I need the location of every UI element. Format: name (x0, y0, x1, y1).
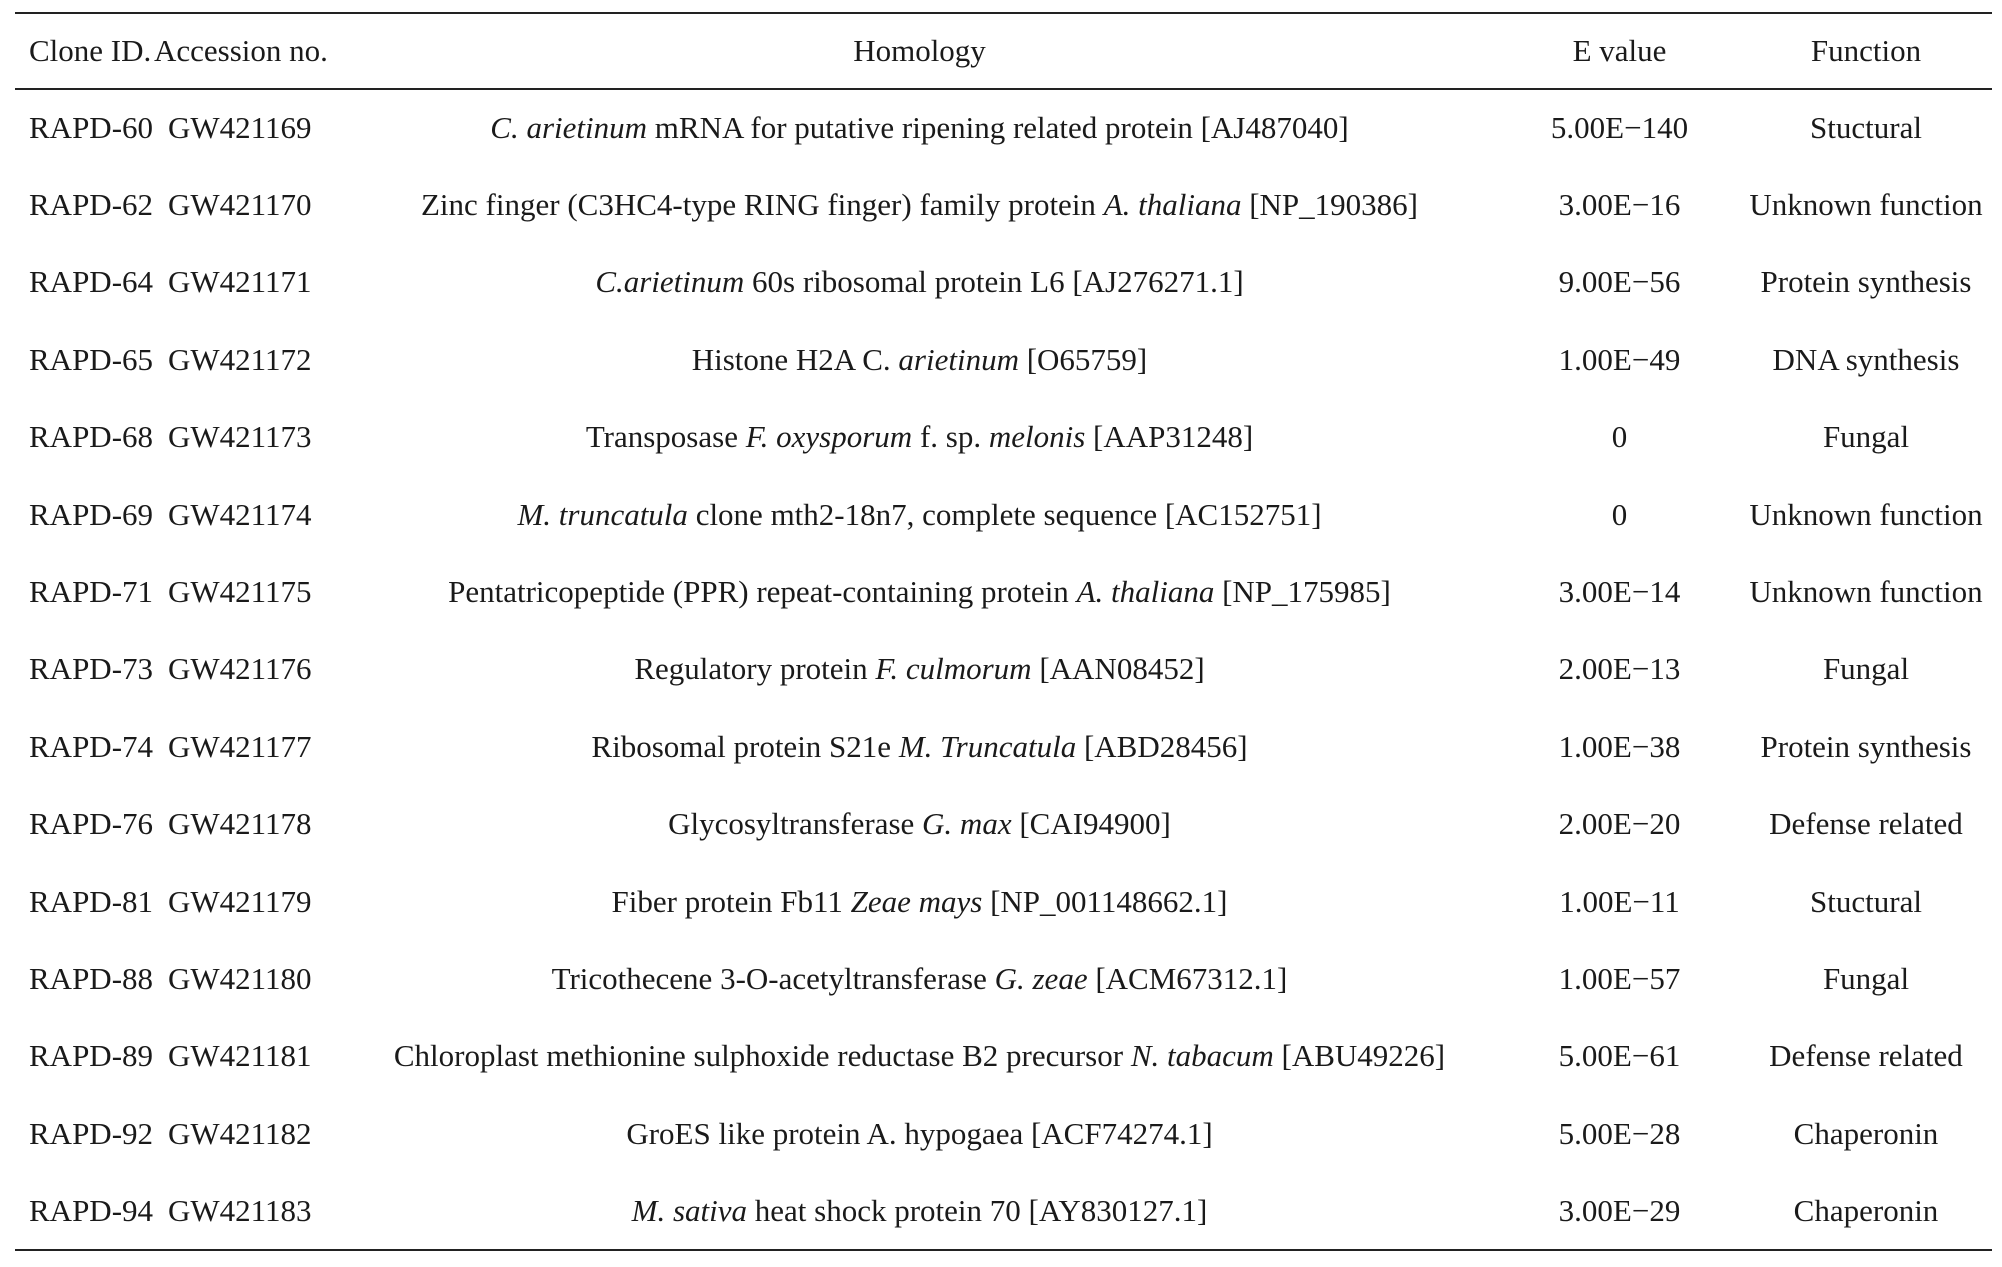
header-row (15, 13, 1992, 89)
header-clone-id: Clone ID. (15, 13, 152, 89)
table-row (15, 1095, 1992, 1172)
homology-text: [AAP31248] (1085, 419, 1254, 455)
homology-species-text: Zeae mays (850, 883, 983, 919)
cell-evalue: 0 (1611, 496, 1628, 532)
table-row (15, 476, 1992, 553)
homology-species-text: F. culmorum (875, 651, 1032, 687)
cell-accession: GW421183 (152, 1172, 340, 1249)
header-evalue: E value (1499, 13, 1740, 89)
cell-function: Stuctural (1810, 110, 1922, 146)
header-function: Function (1740, 13, 1992, 89)
header-accession: Accession no. (152, 13, 340, 89)
homology-text: GroES like protein A. hypogaea [ACF74274.1] (626, 1115, 1213, 1151)
homology-text: Zinc finger (C3HC4-type RING finger) family protein (421, 187, 1104, 223)
homology-species-text: C.arietinum (595, 264, 745, 300)
table-row (15, 940, 1992, 1017)
cell-function: Unknown function (1749, 574, 1983, 610)
cell-function: Chaperonin (1793, 1115, 1939, 1151)
cell-accession: GW421178 (168, 806, 312, 842)
table-row (15, 631, 1992, 708)
cell-function: Unknown function (1749, 496, 1983, 532)
cell-clone-id: RAPD-62 (29, 187, 154, 223)
cell-evalue: 1.00E−11 (1559, 883, 1680, 919)
homology-species-text: C. arietinum (490, 110, 648, 146)
homology-text: mRNA for putative ripening related protein [AJ487040] (647, 110, 1349, 146)
homology-text: [NP_175985] (1214, 574, 1391, 610)
cell-function: Chaperonin (1740, 1172, 1992, 1249)
header-homology: Homology (340, 13, 1499, 89)
cell-homology (340, 244, 1499, 321)
homology-species-text: melonis (988, 419, 1086, 455)
cell-evalue: 3.00E−29 (1499, 1172, 1740, 1249)
cell-function: DNA synthesis (1772, 341, 1960, 377)
cell-homology (340, 553, 1499, 630)
homology-species-text: G. zeae (994, 960, 1088, 996)
cell-homology (340, 1172, 1499, 1249)
cell-accession: GW421180 (168, 960, 312, 996)
cell-homology (340, 321, 1499, 398)
homology-table-container (15, 12, 1992, 1251)
homology-species-text: F. oxysporum (745, 419, 913, 455)
table-row (15, 863, 1992, 940)
homology-text: Chloroplast methionine sulphoxide reductase B2 precursor (393, 1038, 1131, 1074)
homology-species-text: M. sativa (631, 1192, 748, 1228)
cell-homology (340, 708, 1499, 785)
cell-accession: GW421171 (168, 264, 312, 300)
homology-text: [CAI94900] (1011, 806, 1171, 842)
cell-function: Stuctural (1810, 883, 1922, 919)
table-row (15, 166, 1992, 243)
homology-text: f. sp. (912, 419, 989, 455)
cell-clone-id: RAPD-64 (29, 264, 154, 300)
cell-homology (340, 631, 1499, 708)
cell-clone-id: RAPD-88 (29, 960, 154, 996)
cell-evalue: 1.00E−49 (1558, 341, 1681, 377)
cell-evalue: 2.00E−13 (1558, 651, 1681, 687)
cell-homology (340, 863, 1499, 940)
cell-clone-id: RAPD-76 (29, 806, 154, 842)
cell-function: Unknown function (1749, 187, 1983, 223)
table-row (15, 1018, 1992, 1095)
table-row (15, 244, 1992, 321)
table-body (15, 89, 1992, 1250)
cell-accession: GW421174 (168, 496, 312, 532)
cell-homology (340, 166, 1499, 243)
homology-species-text: A. thaliana (1103, 187, 1242, 223)
homology-text: Fiber protein Fb11 (611, 883, 851, 919)
homology-text: Histone H2A C. (691, 341, 899, 377)
cell-evalue: 3.00E−16 (1558, 187, 1681, 223)
cell-accession: GW421179 (168, 883, 312, 919)
homology-species-text: A. thaliana (1076, 574, 1215, 610)
cell-function: Fungal (1822, 419, 1910, 455)
table-row (15, 399, 1992, 476)
cell-accession: GW421170 (168, 187, 312, 223)
homology-text: Glycosyltransferase (668, 806, 923, 842)
homology-species-text: M. truncatula (517, 496, 688, 532)
homology-species-text: N. tabacum (1130, 1038, 1274, 1074)
table-row (15, 786, 1992, 863)
cell-function: Fungal (1822, 651, 1910, 687)
homology-text: Pentatricopeptide (PPR) repeat-containing protein (448, 574, 1077, 610)
cell-clone-id: RAPD-69 (29, 496, 154, 532)
cell-homology (340, 1095, 1499, 1172)
table-row (15, 321, 1992, 398)
homology-text: Ribosomal protein S21e (591, 728, 899, 764)
homology-text: heat shock protein 70 [AY830127.1] (747, 1192, 1208, 1228)
cell-clone-id: RAPD-60 (29, 110, 154, 146)
cell-evalue: 1.00E−38 (1558, 728, 1681, 764)
homology-text: [NP_190386] (1241, 187, 1418, 223)
homology-text: [ABU49226] (1273, 1038, 1446, 1074)
table-row (15, 708, 1992, 785)
cell-homology (340, 786, 1499, 863)
cell-clone-id: RAPD-74 (29, 728, 154, 764)
homology-text: clone mth2-18n7, complete sequence [AC152751] (687, 496, 1322, 532)
cell-clone-id: RAPD-71 (29, 574, 154, 610)
cell-accession: GW421181 (168, 1038, 312, 1074)
homology-text: [AAN08452] (1031, 651, 1205, 687)
homology-text: [ABD28456] (1076, 728, 1248, 764)
cell-evalue: 9.00E−56 (1558, 264, 1681, 300)
cell-clone-id: RAPD-65 (29, 341, 154, 377)
cell-evalue: 3.00E−14 (1558, 574, 1681, 610)
cell-function: Protein synthesis (1760, 728, 1972, 764)
homology-text: [ACM67312.1] (1087, 960, 1288, 996)
cell-clone-id: RAPD-94 (15, 1172, 152, 1249)
cell-accession: GW421176 (168, 651, 312, 687)
cell-accession: GW421172 (168, 341, 312, 377)
homology-text: Transposase (585, 419, 746, 455)
homology-species-text: arietinum (898, 341, 1019, 377)
homology-table (15, 12, 1992, 1251)
cell-clone-id: RAPD-73 (29, 651, 154, 687)
cell-clone-id: RAPD-89 (29, 1038, 154, 1074)
cell-evalue: 1.00E−57 (1558, 960, 1681, 996)
homology-species-text: G. max (922, 806, 1012, 842)
cell-accession: GW421177 (168, 728, 312, 764)
cell-evalue: 2.00E−20 (1558, 806, 1681, 842)
cell-evalue: 5.00E−140 (1550, 110, 1689, 146)
cell-clone-id: RAPD-68 (29, 419, 154, 455)
cell-accession: GW421169 (168, 110, 312, 146)
table-row (15, 1172, 1992, 1249)
cell-evalue: 0 (1611, 419, 1628, 455)
cell-clone-id: RAPD-81 (29, 883, 154, 919)
cell-homology (340, 89, 1499, 166)
homology-text: Tricothecene 3-O-acetyltransferase (551, 960, 995, 996)
cell-accession: GW421182 (168, 1115, 312, 1151)
cell-accession: GW421175 (168, 574, 312, 610)
cell-function: Protein synthesis (1760, 264, 1972, 300)
homology-species-text: M. Truncatula (898, 728, 1077, 764)
cell-homology (340, 399, 1499, 476)
cell-function: Defense related (1769, 806, 1963, 842)
homology-text: 60s ribosomal protein L6 [AJ276271.1] (744, 264, 1244, 300)
cell-evalue: 5.00E−28 (1558, 1115, 1681, 1151)
cell-evalue: 5.00E−61 (1558, 1038, 1681, 1074)
table-row (15, 553, 1992, 630)
cell-homology (340, 476, 1499, 553)
cell-homology (340, 1018, 1499, 1095)
cell-accession: GW421173 (168, 419, 312, 455)
cell-function: Fungal (1822, 960, 1910, 996)
homology-text: [NP_001148662.1] (982, 883, 1228, 919)
table-row (15, 89, 1992, 166)
homology-text: [O65759] (1018, 341, 1148, 377)
cell-homology (340, 940, 1499, 1017)
cell-function: Defense related (1769, 1038, 1963, 1074)
homology-text: Regulatory protein (634, 651, 876, 687)
cell-clone-id: RAPD-92 (29, 1115, 154, 1151)
